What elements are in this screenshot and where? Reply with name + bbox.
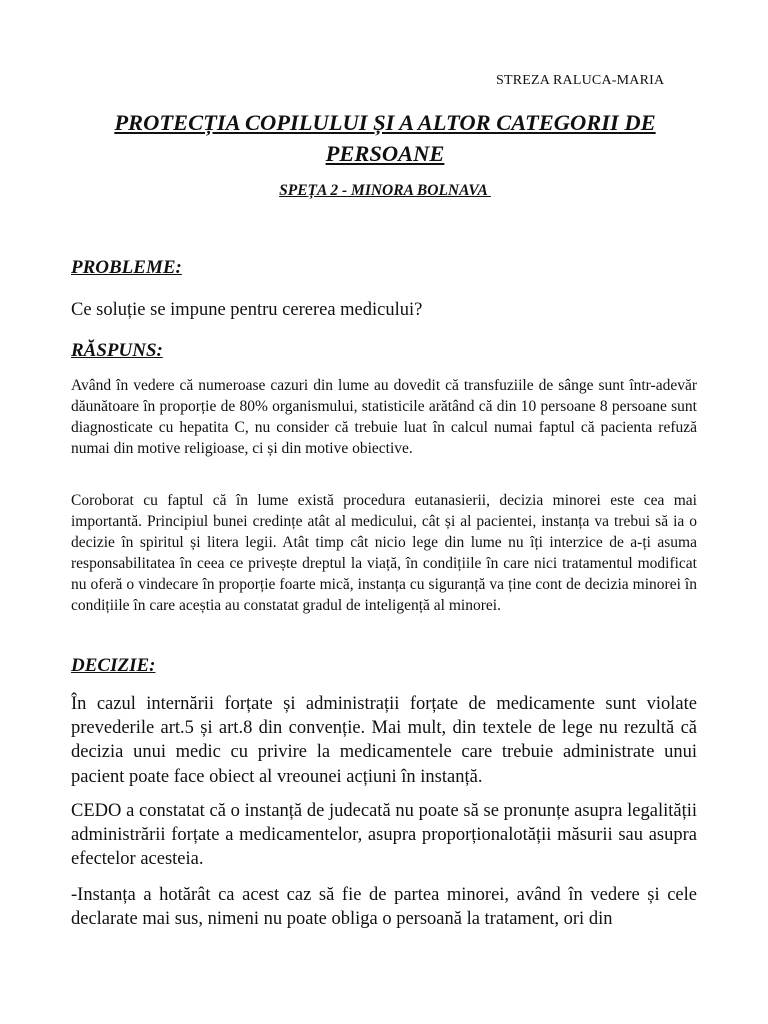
document-subtitle: SPEȚA 2 - MINORA BOLNAVA — [279, 182, 491, 199]
section-heading-problems: PROBLEME: — [71, 257, 182, 278]
section-heading-answer: RĂSPUNS: — [71, 340, 163, 361]
decision-paragraph-3: -Instanța a hotărât ca acest caz să fie de partea minorei, având în vedere și cele declarate mai sus, nimeni nu poate obliga o persoană la tratament, ori din — [71, 885, 697, 930]
decision-paragraph-2: CEDO a constatat că o instanță de judecată nu poate să se pronunțe asupra legalității administrării forțate a medicamentelor, asupra proporționalotății măsurii sau asupra efectelor acesteia. — [71, 801, 697, 870]
decision-paragraph-1: În cazul internării forțate și administrații forțate de medicamente sunt violate prevederile art.5 și art.8 din convenție. Mai mult, din textele de lege nu rezultă că decizia unui medic cu privire la medicamentele care trebuie administrate unui pacient poate face obiect al vreounei acțiuni în instanță. — [71, 694, 697, 787]
document-title: PROTECȚIA COPILULUI ȘI A ALTOR CATEGORII DE PERSOANE — [114, 110, 656, 166]
problem-question: Ce soluție se impune pentru cererea medicului? — [71, 300, 423, 320]
section-heading-decision: DECIZIE: — [71, 655, 156, 676]
author-name: STREZA RALUCA-MARIA — [496, 73, 665, 88]
answer-paragraph-1: Având în vedere că numeroase cazuri din lume au dovedit că transfuziile de sânge sunt într-adevăr dăunătoare în proporție de 80% organismului, statisticile arătând că din 10 persoane 8 persoane sunt diagnosticate cu hepatita C, nu consider că trebuie luat în calcul numai faptul că pacienta refuză numai din motive religioase, ci și din motive obiective. — [71, 377, 697, 457]
answer-paragraph-2: Coroborat cu faptul că în lume există procedura eutanasierii, decizia minorei este cea mai importantă. Principiul bunei credințe atât al medicului, cât și al pacientei, instanța va trebui să ia o decizie în spiritul și litera legii. Atât timp cât nicio lege din lume nu îți interzice de a-ți asuma responsabilitatea în ceea ce privește dreptul la viață, în condițiile în care nici tratamentul modificat nu oferă o vindecare în proporție foarte mică, instanța cu siguranță va ține cont de decizia minorei în condițiile în care aceștia au constatat gradul de inteligență al minorei. — [71, 492, 697, 614]
